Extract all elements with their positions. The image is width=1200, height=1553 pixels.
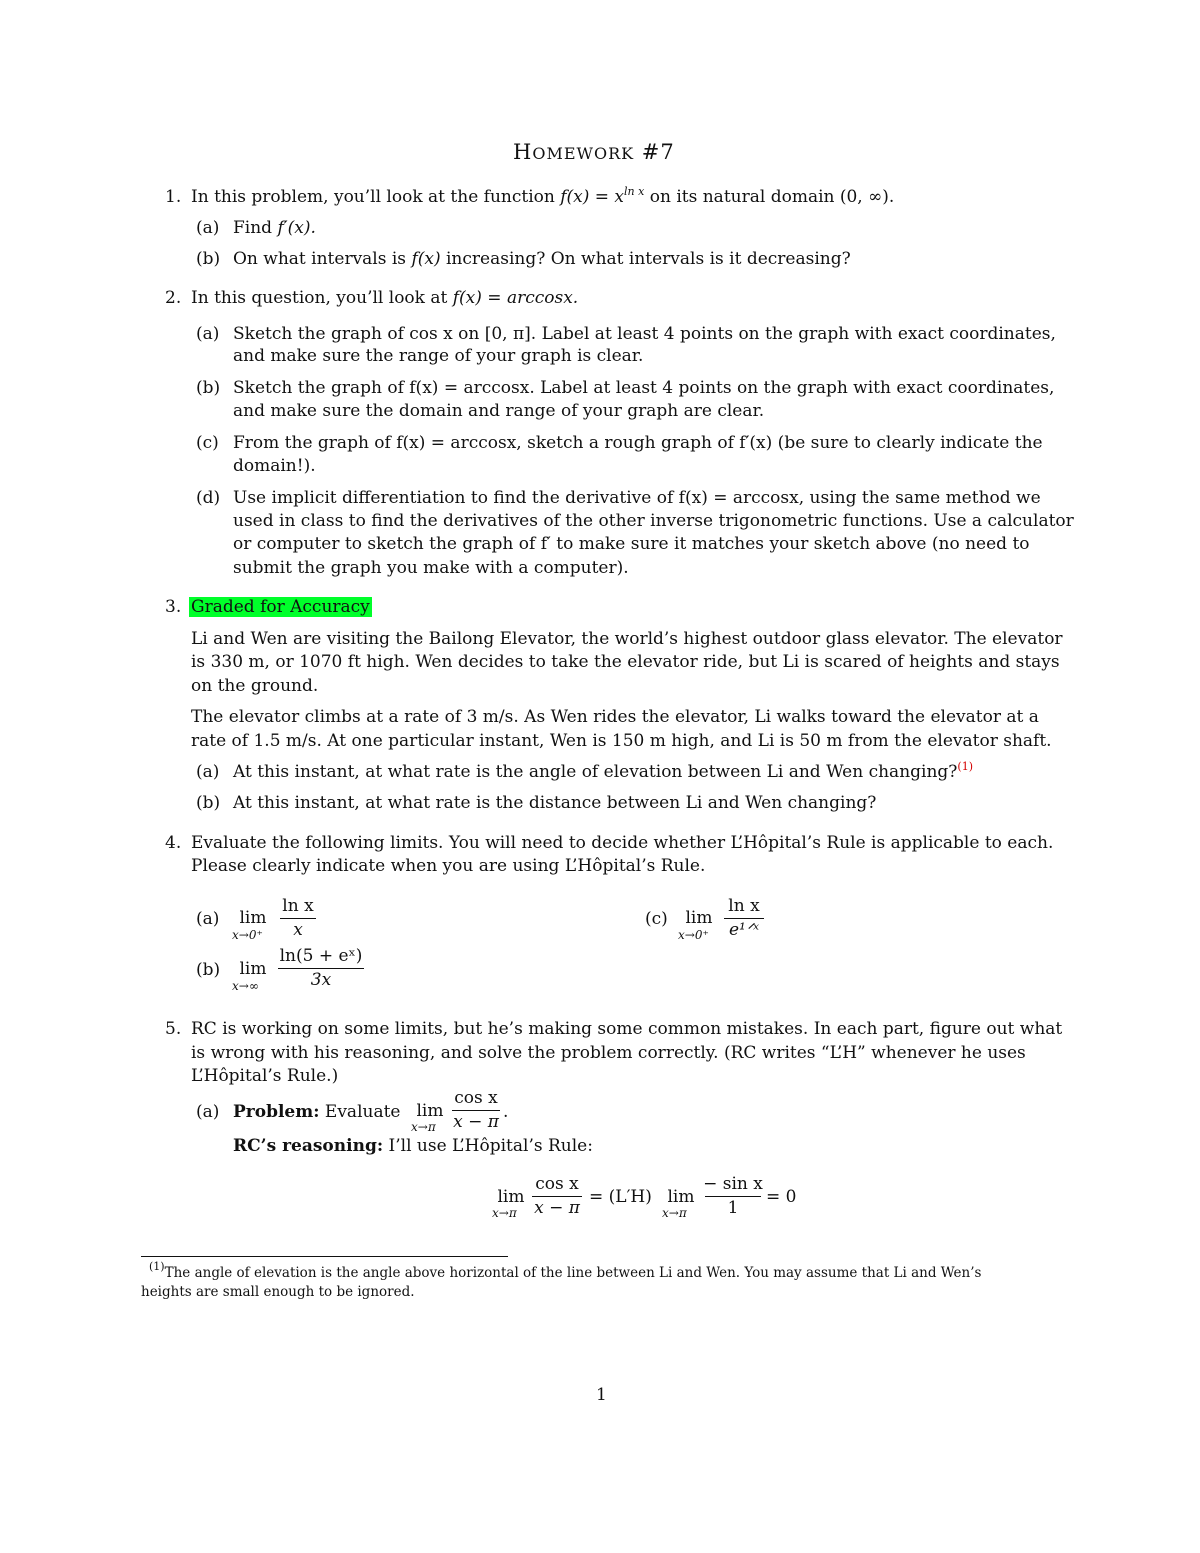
p4-line-2: Please clearly indicate when you are using L’Hôpital’s Rule.	[191, 856, 706, 876]
p5-problem-numerator: cos x	[454, 1088, 498, 1108]
page-title	[513, 140, 675, 164]
p2-intro: In this question, you’ll look at	[191, 288, 448, 308]
p5-problem-sub: x→π	[411, 1120, 436, 1134]
p2-d-label: (d)	[196, 488, 221, 508]
problem-2-intro	[191, 286, 578, 310]
eq-lim-1: lim	[497, 1187, 525, 1207]
footnote-line-1	[149, 1260, 982, 1283]
p3-para2-line-1: The elevator climbs at a rate of 3 m/s. As Wen rides the elevator, Li walks toward the elevator at a	[191, 707, 1039, 727]
problem-text: Evaluate	[324, 1102, 401, 1122]
p1-b-text	[233, 247, 851, 271]
p1-intro-a: In this problem, you’ll look at the function	[191, 187, 555, 207]
p3-b-label: (b)	[196, 793, 221, 813]
p2-d-line-2: used in class to find the derivatives of the other inverse trigonometric functions. Use a calculator	[233, 511, 1074, 531]
p2-c-line-2: domain!).	[233, 456, 316, 476]
footnote-line-2: heights are small enough to be ignored.	[141, 1284, 415, 1300]
graded-for-accuracy-badge: Graded for Accuracy	[191, 597, 370, 617]
p4-line-1: Evaluate the following limits. You will need to decide whether L’Hôpital’s Rule is applicable to each.	[191, 833, 1054, 853]
p3-a-text	[233, 760, 973, 784]
eq-result: = 0	[766, 1187, 797, 1207]
p2-d-line-4: submit the graph you make with a computer).	[233, 558, 629, 578]
p3-para1-line-3: on the ground.	[191, 676, 319, 696]
p5-reasoning-line	[233, 1134, 593, 1158]
p2-a-label: (a)	[196, 324, 220, 344]
p4-b-fraction-bar	[278, 968, 364, 969]
p1-b-label: (b)	[196, 249, 221, 269]
problem-1-intro	[191, 185, 894, 209]
eq-sub-2: x→π	[662, 1206, 687, 1220]
p3-b-text: At this instant, at what rate is the distance between Li and Wen changing?	[233, 793, 877, 813]
p1-b-math: f(x)	[411, 249, 441, 269]
title-rest: OMEWORK	[532, 144, 635, 163]
p2-b-line-1: Sketch the graph of f(x) = arccosx. Label at least 4 points on the graph with exact coordinates,	[233, 378, 1055, 398]
p2-b-label: (b)	[196, 378, 221, 398]
p4-c-denominator: e¹ᐟˣ	[728, 920, 760, 940]
p5-line-2: is wrong with his reasoning, and solve the problem correctly. (RC writes “L’H” whenever he uses	[191, 1043, 1026, 1063]
eq-fraction-bar-2	[705, 1196, 761, 1197]
p5-problem-lim: lim	[416, 1101, 444, 1121]
p2-d-line-3: or computer to sketch the graph of f′ to make sure it matches your sketch above (no need to	[233, 534, 1030, 554]
p2-b-line-2: and make sure the domain and range of your graph are clear.	[233, 401, 765, 421]
p4-b-sub: x→∞	[232, 979, 259, 993]
eq-numerator-1: cos x	[535, 1174, 579, 1194]
eq-lhopital-mark: = (L′H)	[589, 1187, 652, 1207]
title-number: #7	[641, 140, 675, 164]
problem-1-number: 1.	[165, 187, 182, 207]
p3-para1-line-2: is 330 m, or 1070 ft high. Wen decides to take the elevator ride, but Li is scared of heights and stays	[191, 652, 1060, 672]
p1-function: f(x) = x	[560, 187, 625, 207]
p4-a-lim: lim	[239, 908, 267, 928]
p2-a-line-2: and make sure the range of your graph is clear.	[233, 346, 644, 366]
p1-a-text	[233, 216, 316, 240]
p1-exponent: ln x	[624, 185, 645, 198]
p2-c-line-1: From the graph of f(x) = arccosx, sketch a rough graph of f′(x) (be sure to clearly indicate the	[233, 433, 1043, 453]
eq-denominator-2: 1	[727, 1198, 739, 1218]
p2-c-label: (c)	[196, 433, 219, 453]
p4-b-lim: lim	[239, 959, 267, 979]
eq-sub-1: x→π	[492, 1206, 517, 1220]
p4-c-fraction-bar	[724, 918, 764, 919]
problem-2-number: 2.	[165, 288, 182, 308]
eq-fraction-bar-1	[532, 1196, 582, 1197]
p4-c-lim: lim	[685, 908, 713, 928]
p3-para1-line-1: Li and Wen are visiting the Bailong Elevator, the world’s highest outdoor glass elevator. The elevator	[191, 629, 1063, 649]
p5-a-label: (a)	[196, 1102, 220, 1122]
p4-c-sub: x→0⁺	[678, 928, 709, 942]
p3-a-label: (a)	[196, 762, 220, 782]
reasoning-label: RC’s reasoning:	[233, 1136, 384, 1156]
p5-problem-line	[233, 1100, 400, 1124]
p4-a-numerator: ln x	[282, 896, 314, 916]
footnote-text-1: The angle of elevation is the angle above horizontal of the line between Li and Wen. You may assume that Li and Wen’s	[164, 1265, 982, 1281]
p5-line-3: L’Hôpital’s Rule.)	[191, 1066, 339, 1086]
problem-3-number: 3.	[165, 597, 182, 617]
p1-a-math: f′(x).	[277, 218, 316, 238]
reasoning-text: I’ll use L’Hôpital’s Rule:	[388, 1136, 593, 1156]
p5-problem-period: .	[503, 1102, 509, 1122]
p4-b-numerator: ln(5 + eˣ)	[279, 946, 363, 966]
p5-problem-fraction-bar	[452, 1110, 500, 1111]
p1-b-text-a: On what intervals is	[233, 249, 407, 269]
p4-b-denominator: 3x	[310, 970, 332, 990]
p4-c-numerator: ln x	[728, 896, 760, 916]
p3-para2-line-2: rate of 1.5 m/s. At one particular instant, Wen is 150 m high, and Li is 50 m from the elevator shaft.	[191, 731, 1052, 751]
p2-a-line-1: Sketch the graph of cos x on [0, π]. Label at least 4 points on the graph with exact coordinates,	[233, 324, 1056, 344]
p4-a-fraction-bar	[280, 918, 316, 919]
p4-a-label: (a)	[196, 909, 220, 929]
problem-5-number: 5.	[165, 1019, 182, 1039]
footnote-rule	[141, 1256, 508, 1257]
title-first-letter: H	[513, 140, 533, 164]
p3-highlight	[189, 595, 372, 619]
p2-intro-math: f(x) = arccosx.	[452, 288, 579, 308]
page-number: 1	[596, 1385, 607, 1405]
footnote-mark: (1)	[149, 1260, 165, 1273]
p1-a-label: (a)	[196, 218, 220, 238]
p1-b-text-b: increasing? On what intervals is it decreasing?	[446, 249, 851, 269]
problem-4-number: 4.	[165, 833, 182, 853]
eq-numerator-2: − sin x	[703, 1174, 763, 1194]
p5-problem-denominator: x − π	[453, 1112, 499, 1132]
eq-denominator-1: x − π	[534, 1198, 580, 1218]
eq-lim-2: lim	[667, 1187, 695, 1207]
p1-intro-b: on its natural domain (0, ∞).	[649, 187, 895, 207]
p4-c-label: (c)	[645, 909, 668, 929]
p3-a-question: At this instant, at what rate is the angle of elevation between Li and Wen changing?	[233, 762, 958, 782]
p2-d-line-1: Use implicit differentiation to find the derivative of f(x) = arccosx, using the same method we	[233, 488, 1041, 508]
p5-line-1: RC is working on some limits, but he’s making some common mistakes. In each part, figure out what	[191, 1019, 1063, 1039]
p1-a-word: Find	[233, 218, 273, 238]
p4-a-sub: x→0⁺	[232, 928, 263, 942]
p4-b-label: (b)	[196, 960, 221, 980]
problem-label: Problem:	[233, 1102, 320, 1122]
footnote-reference-link[interactable]: (1)	[957, 760, 973, 773]
p4-a-denominator: x	[293, 920, 303, 940]
